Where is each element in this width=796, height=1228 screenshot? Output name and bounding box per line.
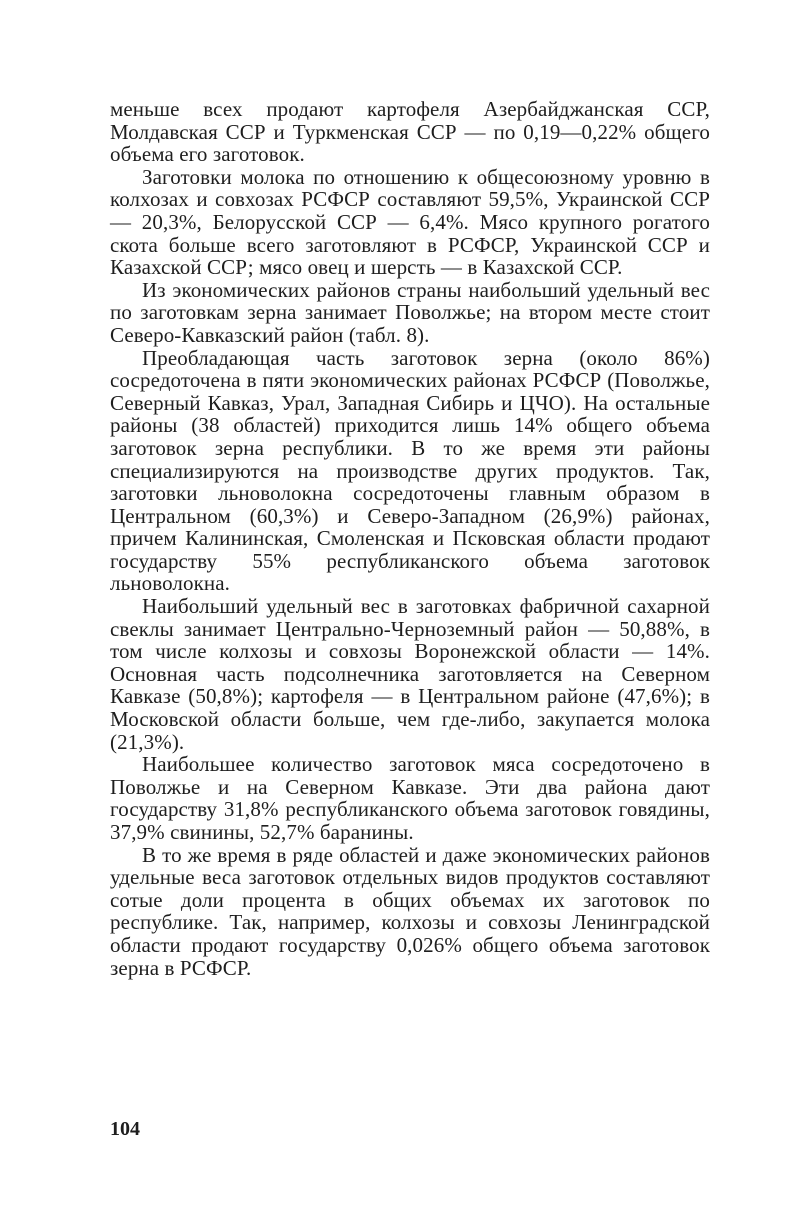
- paragraph: Наибольший удельный вес в заготовках фабричной сахарной свеклы занимает Центрально-Черноземный район — 50,88%, в том числе колхозы и совхозы Воронежской области — 14%. Основная часть подсолнечника заготовляется на Северном Кавказе (50,8%); картофеля — в Центральном районе (47,6%); в Московской области больше, чем где-либо, закупается молока (21,3%).: [110, 594, 710, 754]
- paragraph: Из экономических районов страны наибольший удельный вес по заготовкам зерна занимает Поволжье; на втором месте стоит Северо-Кавказский район (табл. 8).: [110, 277, 710, 347]
- paragraph: Преобладающая часть заготовок зерна (около 86%) сосредоточена в пяти экономических районах РСФСР (Поволжье, Северный Кавказ, Урал, Западная Сибирь и ЦЧО). На остальные районы (38 областей) приходится лишь 14% общего объема заготовок зерна республики. В то же время эти районы специализируются на производстве других продуктов. Так, заготовки льноволокна сосредоточены главным образом в Центральном (60,3%) и Северо-Западном (26,9%) районах, причем Калининская, Смоленская и Псковская области продают государству 55% республиканского объема заготовок льноволокна.: [110, 345, 710, 596]
- paragraph: В то же время в ряде областей и даже экономических районов удельные веса заготовок отдельных видов продуктов составляют сотые доли процента в общих объемах их заготовок по республике. Так, например, колхозы и совхозы Ленинградской области продают государству 0,026% общего объема заготовок зерна в РСФСР.: [110, 842, 710, 980]
- page-body: [110, 98, 710, 979]
- paragraph: меньше всех продают картофеля Азербайджанская ССР, Молдавская ССР и Туркменская ССР — по 0,19—0,22% общего объема его заготовок.: [110, 97, 710, 167]
- paragraph: Заготовки молока по отношению к общесоюзному уровню в колхозах и совхозах РСФСР составляют 59,5%, Украинской ССР — 20,3%, Белорусской ССР — 6,4%. Мясо крупного рогатого скота больше всего заготовляют в РСФСР, Украинской ССР и Казахской ССР; мясо овец и шерсть — в Казахской ССР.: [110, 164, 710, 280]
- paragraph: Наибольшее количество заготовок мяса сосредоточено в Поволжье и на Северном Кавказе. Эти два района дают государству 31,8% республиканского объема заготовок говядины, 37,9% свинины, 52,7% баранины.: [110, 752, 710, 844]
- page-number: 104: [110, 1118, 140, 1140]
